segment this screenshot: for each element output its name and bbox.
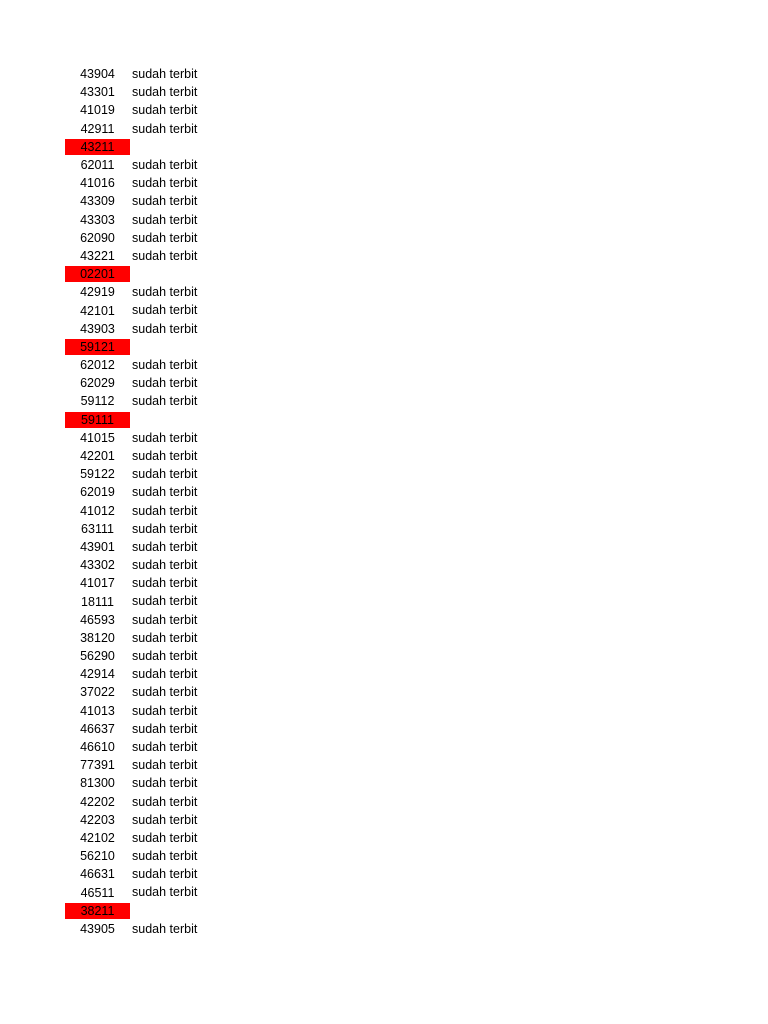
code-cell: 43901: [80, 539, 115, 554]
status-cell: sudah terbit: [132, 867, 198, 882]
table-row: [65, 665, 365, 683]
table-row: [65, 865, 365, 883]
table-row: [65, 702, 365, 720]
code-cell: 63111: [81, 521, 114, 536]
status-cell: sudah terbit: [132, 230, 198, 245]
table-row: [65, 483, 365, 501]
status-cell: sudah terbit: [132, 830, 198, 845]
flagged-row: [65, 902, 365, 920]
status-cell: sudah terbit: [132, 576, 198, 591]
code-cell: 56290: [80, 649, 115, 664]
status-cell: sudah terbit: [132, 921, 198, 936]
code-cell: 42202: [80, 794, 115, 809]
table-row: [65, 847, 365, 865]
flagged-row: [65, 411, 365, 429]
status-cell: sudah terbit: [132, 194, 198, 209]
table-row: [65, 101, 365, 119]
table-row: [65, 738, 365, 756]
table-row: [65, 320, 365, 338]
code-cell: 43903: [80, 321, 115, 336]
table-row: [65, 120, 365, 138]
table-row: [65, 829, 365, 847]
table-row: [65, 574, 365, 592]
status-cell: sudah terbit: [132, 358, 198, 372]
code-cell: 43221: [80, 248, 115, 263]
highlighted-code-cell: 43211: [65, 139, 130, 155]
status-cell: sudah terbit: [132, 849, 198, 864]
code-cell: 62019: [80, 485, 115, 500]
code-cell: 81300: [80, 776, 115, 791]
code-cell: 41015: [80, 430, 115, 445]
status-cell: sudah terbit: [132, 303, 198, 318]
status-cell: sudah terbit: [132, 685, 198, 700]
flagged-row: [65, 265, 365, 283]
status-cell: sudah terbit: [132, 467, 198, 482]
table-row: [65, 465, 365, 483]
table-row: [65, 211, 365, 229]
code-cell: 41019: [80, 103, 115, 118]
status-cell: sudah terbit: [132, 503, 198, 518]
code-cell: 42203: [80, 812, 115, 827]
status-cell: sudah terbit: [132, 485, 198, 500]
table-row: [65, 629, 365, 647]
code-cell: 37022: [80, 685, 115, 700]
status-cell: sudah terbit: [132, 612, 198, 627]
status-cell: sudah terbit: [132, 739, 198, 754]
code-cell: 43904: [80, 67, 115, 82]
code-cell: 46631: [80, 867, 115, 882]
table-row: [65, 793, 365, 811]
table-row: [65, 374, 365, 392]
code-cell: 59112: [80, 394, 115, 409]
status-cell: sudah terbit: [132, 885, 198, 900]
code-cell: 38120: [80, 630, 115, 645]
code-cell: 46637: [80, 721, 115, 736]
table-row: [65, 447, 365, 465]
status-cell: sudah terbit: [132, 67, 198, 81]
status-cell: sudah terbit: [132, 448, 198, 463]
table-row: [65, 538, 365, 556]
code-cell: 62011: [80, 158, 115, 173]
table-row: [65, 556, 365, 574]
table-row: [65, 192, 365, 210]
code-cell: 77391: [80, 758, 115, 773]
table-row: [65, 683, 365, 701]
table-row: [65, 229, 365, 247]
table-row: [65, 356, 365, 374]
code-cell: 43309: [80, 194, 115, 209]
status-cell: sudah terbit: [132, 721, 198, 736]
spreadsheet-table: [65, 65, 365, 938]
flagged-row: [65, 138, 365, 156]
code-cell: 18111: [81, 594, 114, 609]
code-cell: 56210: [80, 849, 115, 864]
highlighted-code-cell: 59111: [65, 412, 130, 428]
highlighted-code-cell: 59121: [65, 339, 130, 355]
status-cell: sudah terbit: [132, 812, 198, 827]
code-cell: 43303: [80, 212, 115, 227]
code-cell: 43302: [80, 558, 115, 573]
code-cell: 62012: [80, 358, 115, 373]
table-row: [65, 174, 365, 192]
status-cell: sudah terbit: [132, 539, 198, 554]
table-row: [65, 883, 365, 901]
code-cell: 42911: [80, 121, 115, 136]
table-row: [65, 65, 365, 83]
code-cell: 41012: [80, 503, 115, 518]
status-cell: sudah terbit: [132, 176, 198, 191]
status-cell: sudah terbit: [132, 121, 198, 136]
status-cell: sudah terbit: [132, 285, 198, 300]
code-cell: 43301: [80, 85, 115, 100]
status-cell: sudah terbit: [132, 594, 198, 609]
code-cell: 42101: [80, 303, 115, 318]
code-cell: 41017: [80, 576, 115, 591]
status-cell: sudah terbit: [132, 649, 198, 663]
status-cell: sudah terbit: [132, 376, 198, 391]
code-cell: 46610: [80, 740, 115, 755]
code-cell: 42201: [80, 449, 115, 464]
status-cell: sudah terbit: [132, 703, 198, 718]
status-cell: sudah terbit: [132, 667, 198, 682]
code-cell: 42919: [80, 285, 115, 300]
status-cell: sudah terbit: [132, 758, 198, 773]
table-row: [65, 647, 365, 665]
table-row: [65, 283, 365, 301]
table-row: [65, 156, 365, 174]
status-cell: sudah terbit: [132, 794, 198, 809]
table-row: [65, 83, 365, 101]
status-cell: sudah terbit: [132, 321, 198, 336]
table-row: [65, 502, 365, 520]
code-cell: 41013: [80, 703, 115, 718]
table-row: [65, 920, 365, 938]
status-cell: sudah terbit: [132, 157, 198, 172]
status-cell: sudah terbit: [132, 776, 198, 791]
code-cell: 42914: [80, 667, 115, 682]
table-row: [65, 392, 365, 410]
flagged-row: [65, 338, 365, 356]
code-cell: 62029: [80, 376, 115, 391]
table-row: [65, 774, 365, 792]
status-cell: sudah terbit: [132, 630, 198, 645]
status-cell: sudah terbit: [132, 394, 198, 409]
table-row: [65, 429, 365, 447]
table-row: [65, 611, 365, 629]
highlighted-code-cell: 38211: [65, 903, 130, 919]
status-cell: sudah terbit: [132, 521, 198, 536]
table-row: [65, 720, 365, 738]
table-row: [65, 520, 365, 538]
status-cell: sudah terbit: [132, 558, 198, 573]
status-cell: sudah terbit: [132, 430, 198, 445]
code-cell: 62090: [80, 230, 115, 245]
code-cell: 59122: [80, 467, 115, 482]
code-cell: 46593: [80, 612, 115, 627]
table-row: [65, 592, 365, 610]
table-row: [65, 301, 365, 319]
code-cell: 46511: [80, 885, 115, 900]
table-row: [65, 247, 365, 265]
status-cell: sudah terbit: [132, 85, 198, 100]
highlighted-code-cell: 02201: [65, 266, 130, 282]
code-cell: 43905: [80, 921, 115, 936]
status-cell: sudah terbit: [132, 248, 198, 263]
code-cell: 41016: [80, 176, 115, 191]
table-row: [65, 811, 365, 829]
status-cell: sudah terbit: [132, 212, 198, 227]
code-cell: 42102: [80, 830, 115, 845]
table-row: [65, 756, 365, 774]
status-cell: sudah terbit: [132, 103, 198, 118]
